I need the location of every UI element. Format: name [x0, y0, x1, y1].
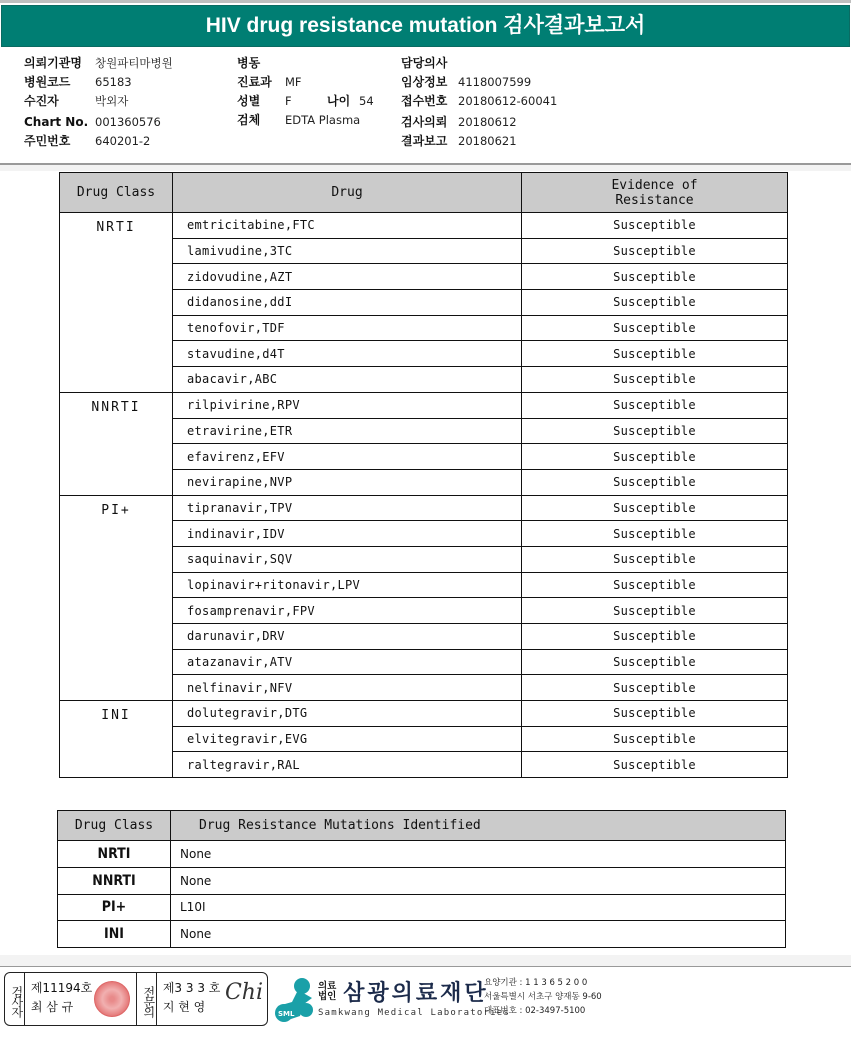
mutation-row [58, 921, 786, 948]
value-receipt-no: 20180612-60041 [458, 94, 558, 108]
value-department: MF [285, 75, 302, 89]
drug-cell: etravirine,ETR [173, 418, 522, 444]
value-patient: 박외자 [95, 94, 129, 108]
label-chart-no: Chart No. [24, 115, 89, 129]
drug-cell: elvitegravir,EVG [173, 726, 522, 752]
evidence-cell: Susceptible [522, 290, 788, 316]
mutation-row [58, 841, 786, 868]
evidence-cell: Susceptible [522, 649, 788, 675]
sml-logo-icon [272, 976, 316, 1022]
drug-cell: tenofovir,TDF [173, 315, 522, 341]
label-department: 진료과 [237, 75, 272, 89]
mutation-cell: L10I [171, 894, 786, 921]
label-receipt-no: 접수번호 [401, 94, 448, 108]
evidence-cell: Susceptible [522, 444, 788, 470]
drug-cell: abacavir,ABC [173, 367, 522, 393]
label-age: 나이 [327, 94, 351, 108]
value-report-date: 20180621 [458, 134, 517, 148]
mutation-row [58, 867, 786, 894]
value-institution: 창원파티마병원 [95, 56, 173, 70]
signature-box [4, 972, 268, 1026]
org-english-name: Samkwang Medical Laboratories [318, 1008, 510, 1018]
drug-cell: nevirapine,NVP [173, 469, 522, 495]
evidence-cell: Susceptible [522, 238, 788, 264]
label-institution: 의뢰기관명 [24, 56, 82, 70]
table-row [60, 213, 788, 239]
drug-cell: lamivudine,3TC [173, 238, 522, 264]
header-mutation-class: Drug Class [58, 811, 171, 841]
footer-band [0, 955, 851, 967]
logo-text: SML [278, 1010, 295, 1018]
drug-class-cell: NRTI [60, 213, 173, 393]
divider-band [0, 165, 851, 171]
evidence-cell: Susceptible [522, 213, 788, 239]
label-clinical-info: 임상정보 [401, 75, 448, 89]
label-hospital-code: 병원코드 [24, 75, 71, 89]
value-sex: F [285, 94, 292, 108]
evidence-cell: Susceptible [522, 598, 788, 624]
drug-cell: darunavir,DRV [173, 624, 522, 650]
org-name-block [318, 976, 510, 1018]
header-drug: Drug [173, 173, 522, 213]
resistance-table [59, 172, 788, 778]
evidence-cell: Susceptible [522, 521, 788, 547]
header-evidence-line2: Resistance [615, 192, 694, 208]
patient-info-col3 [401, 54, 557, 151]
table-row [60, 495, 788, 521]
label-report-date: 결과보고 [401, 134, 448, 148]
evidence-cell: Susceptible [522, 752, 788, 778]
drug-cell: raltegravir,RAL [173, 752, 522, 778]
label-specimen: 검체 [237, 113, 261, 127]
top-border [0, 0, 851, 3]
header-drug-class: Drug Class [60, 173, 173, 213]
inspector-cell [25, 973, 137, 1025]
value-chart-no: 001360576 [95, 115, 161, 129]
value-specimen: EDTA Plasma [285, 113, 361, 127]
specialist-name: 지 현 영 [162, 1000, 206, 1014]
value-hospital-code: 65183 [95, 75, 132, 89]
header-mutations: Drug Resistance Mutations Identified [171, 811, 786, 841]
mutation-class-cell: INI [58, 921, 171, 948]
header-evidence-line1: Evidence of [611, 177, 698, 193]
mutation-class-cell: PI+ [58, 894, 171, 921]
evidence-cell: Susceptible [522, 624, 788, 650]
drug-cell: saquinavir,SQV [173, 546, 522, 572]
drug-cell: efavirenz,EFV [173, 444, 522, 470]
org-name: 삼광의료재단 [343, 981, 489, 1006]
drug-cell: tipranavir,TPV [173, 495, 522, 521]
evidence-cell: Susceptible [522, 675, 788, 701]
table-row [60, 701, 788, 727]
report-title: HIV drug resistance mutation 검사결과보고서 [1, 5, 850, 47]
value-request-date: 20180612 [458, 115, 517, 129]
label-sex: 성별 [237, 94, 261, 108]
mutation-table [57, 810, 786, 948]
drug-class-cell: PI+ [60, 495, 173, 701]
drug-class-cell: INI [60, 701, 173, 778]
drug-cell: didanosine,ddI [173, 290, 522, 316]
label-resident-no: 주민번호 [24, 134, 71, 148]
mutation-class-cell: NNRTI [58, 867, 171, 894]
label-patient: 수진자 [24, 94, 59, 108]
drug-class-cell: NNRTI [60, 392, 173, 495]
evidence-cell: Susceptible [522, 418, 788, 444]
drug-cell: dolutegravir,DTG [173, 701, 522, 727]
mutation-class-cell: NRTI [58, 841, 171, 868]
patient-info-col1 [24, 54, 173, 151]
patient-info-col2 [237, 54, 374, 130]
drug-cell: zidovudine,AZT [173, 264, 522, 290]
institution-code: 요양기관 : 1 1 3 6 5 2 0 0 [484, 978, 588, 988]
evidence-cell: Susceptible [522, 469, 788, 495]
drug-cell: atazanavir,ATV [173, 649, 522, 675]
specialist-cell [157, 973, 267, 1025]
drug-cell: fosamprenavir,FPV [173, 598, 522, 624]
seal-stamp [94, 981, 130, 1017]
specialist-number: 제3 3 3 호 [162, 981, 221, 995]
header-evidence [522, 173, 788, 213]
drug-cell: indinavir,IDV [173, 521, 522, 547]
inspector-number: 제11194호 [30, 981, 93, 995]
value-resident-no: 640201-2 [95, 134, 151, 148]
drug-cell: lopinavir+ritonavir,LPV [173, 572, 522, 598]
mutation-row [58, 894, 786, 921]
evidence-cell: Susceptible [522, 315, 788, 341]
org-phone: 대표번호 : 02-3497-5100 [484, 1006, 586, 1016]
inspector-name: 최 삼 규 [30, 1000, 74, 1014]
drug-cell: rilpivirine,RPV [173, 392, 522, 418]
org-address: 서울특별시 서초구 양재동 9-60 [484, 992, 602, 1002]
evidence-cell: Susceptible [522, 546, 788, 572]
label-request-date: 검사의뢰 [401, 115, 448, 129]
label-ward: 병동 [237, 56, 261, 70]
org-info [484, 976, 602, 1018]
drug-cell: stavudine,d4T [173, 341, 522, 367]
mutation-cell: None [171, 867, 786, 894]
mutation-cell: None [171, 921, 786, 948]
inspector-label: 검사자 [5, 973, 25, 1025]
label-doctor: 담당의사 [401, 56, 448, 70]
evidence-cell: Susceptible [522, 726, 788, 752]
org-type: 의료법인 [318, 980, 337, 1002]
evidence-cell: Susceptible [522, 392, 788, 418]
drug-cell: emtricitabine,FTC [173, 213, 522, 239]
evidence-cell: Susceptible [522, 341, 788, 367]
signature: Chi [224, 980, 264, 1005]
evidence-cell: Susceptible [522, 367, 788, 393]
drug-cell: nelfinavir,NFV [173, 675, 522, 701]
value-clinical-info: 4118007599 [458, 75, 532, 89]
value-age: 54 [359, 94, 374, 108]
evidence-cell: Susceptible [522, 264, 788, 290]
evidence-cell: Susceptible [522, 701, 788, 727]
evidence-cell: Susceptible [522, 572, 788, 598]
table-row [60, 392, 788, 418]
evidence-cell: Susceptible [522, 495, 788, 521]
mutation-cell: None [171, 841, 786, 868]
specialist-label: 전문의 [137, 973, 157, 1025]
